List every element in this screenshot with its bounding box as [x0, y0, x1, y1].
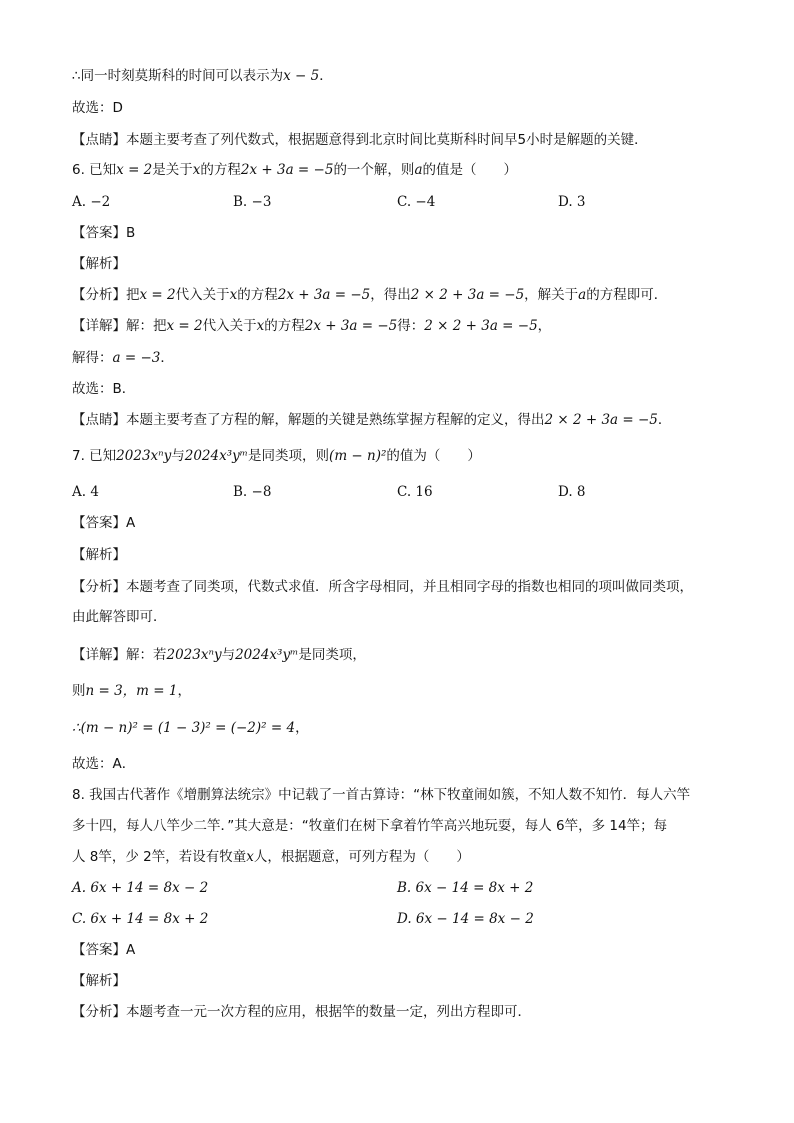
q7-option-a: A. 4 [72, 484, 99, 500]
q7-answer: 【答案】A [72, 515, 136, 531]
q7-calc: ∴(m − n)² = (1 − 3)² = (−2)² = 4， [72, 720, 309, 736]
q7-analysis-label: 【解析】 [72, 547, 126, 563]
q8-answer: 【答案】A [72, 942, 136, 958]
q6-option-b: B. −3 [233, 194, 272, 210]
q8-fenxi: 【分析】本题考查一元一次方程的应用，根据竿的数量一定，列出方程即可． [72, 1004, 531, 1020]
q7-choice: 故选：A． [72, 756, 136, 772]
q7-xiangjie: 【详解】解：若2023xⁿy与2024x³yᵐ是同类项， [72, 647, 366, 663]
q8-stem-line1: 8. 我国古代著作《增删算法统宗》中记载了一首古算诗：“林下牧童闹如簇，不知人数不知竹．每人六竿 [72, 787, 691, 803]
q7-fenxi-line1: 【分析】本题考查了同类项，代数式求值．所含字母相同，并且相同字母的指数也相同的项叫做同类项， [72, 579, 693, 595]
q6-option-c: C. −4 [397, 194, 436, 210]
q6-fenxi: 【分析】把x = 2代入关于x的方程2x + 3a = −5，得出2 × 2 + 3a = −5，解关于a的方程即可． [72, 287, 668, 303]
q8-stem-line3: 人 8竿，少 2竿，若设有牧童x人，根据题意，可列方程为（ ） [72, 849, 470, 865]
q8-analysis-label: 【解析】 [72, 973, 126, 989]
q5-comment: 【点睛】本题主要考查了列代数式，根据题意得到北京时间比莫斯科时间早5小时是解题的关键． [72, 132, 648, 148]
q6-choice: 故选：B． [72, 381, 136, 397]
q6-option-d: D. 3 [558, 194, 586, 210]
q8-option-a: A. 6x + 14 = 8x − 2 [72, 880, 209, 896]
q7-stem: 7. 已知2023xⁿy与2024x³yᵐ是同类项，则(m − n)²的值为（ ） [72, 448, 481, 464]
q8-option-c: C. 6x + 14 = 8x + 2 [72, 911, 209, 927]
q7-option-d: D. 8 [558, 484, 586, 500]
q6-solve: 解得：a = −3． [72, 350, 174, 366]
q6-comment: 【点睛】本题主要考查了方程的解，解题的关键是熟练掌握方程解的定义，得出2 × 2 + 3a = −5． [72, 412, 672, 428]
q6-option-a: A. −2 [72, 194, 111, 210]
q5-choice: 故选：D [72, 100, 123, 116]
q8-option-d: D. 6x − 14 = 8x − 2 [397, 911, 534, 927]
q7-option-c: C. 16 [397, 484, 433, 500]
q6-answer: 【答案】B [72, 225, 136, 241]
q6-analysis-label: 【解析】 [72, 256, 126, 272]
q5-conclusion-line: ∴同一时刻莫斯科的时间可以表示为x − 5． [72, 68, 333, 84]
q7-option-b: B. −8 [233, 484, 272, 500]
q6-stem: 6. 已知x = 2是关于x的方程2x + 3a = −5的一个解，则a的值是（ ） [72, 162, 517, 178]
q7-fenxi-line2: 由此解答即可． [72, 609, 167, 625]
q7-then: 则n = 3，m = 1， [72, 683, 191, 699]
q8-stem-line2: 多十四，每人八竿少二竿．”其大意是：“牧童们在树下拿着竹竿高兴地玩耍，每人 6竿，多 14竿；每 [72, 818, 668, 834]
q8-option-b: B. 6x − 14 = 8x + 2 [397, 880, 534, 896]
q6-xiangjie: 【详解】解：把x = 2代入关于x的方程2x + 3a = −5得：2 × 2 + 3a = −5， [72, 318, 552, 334]
